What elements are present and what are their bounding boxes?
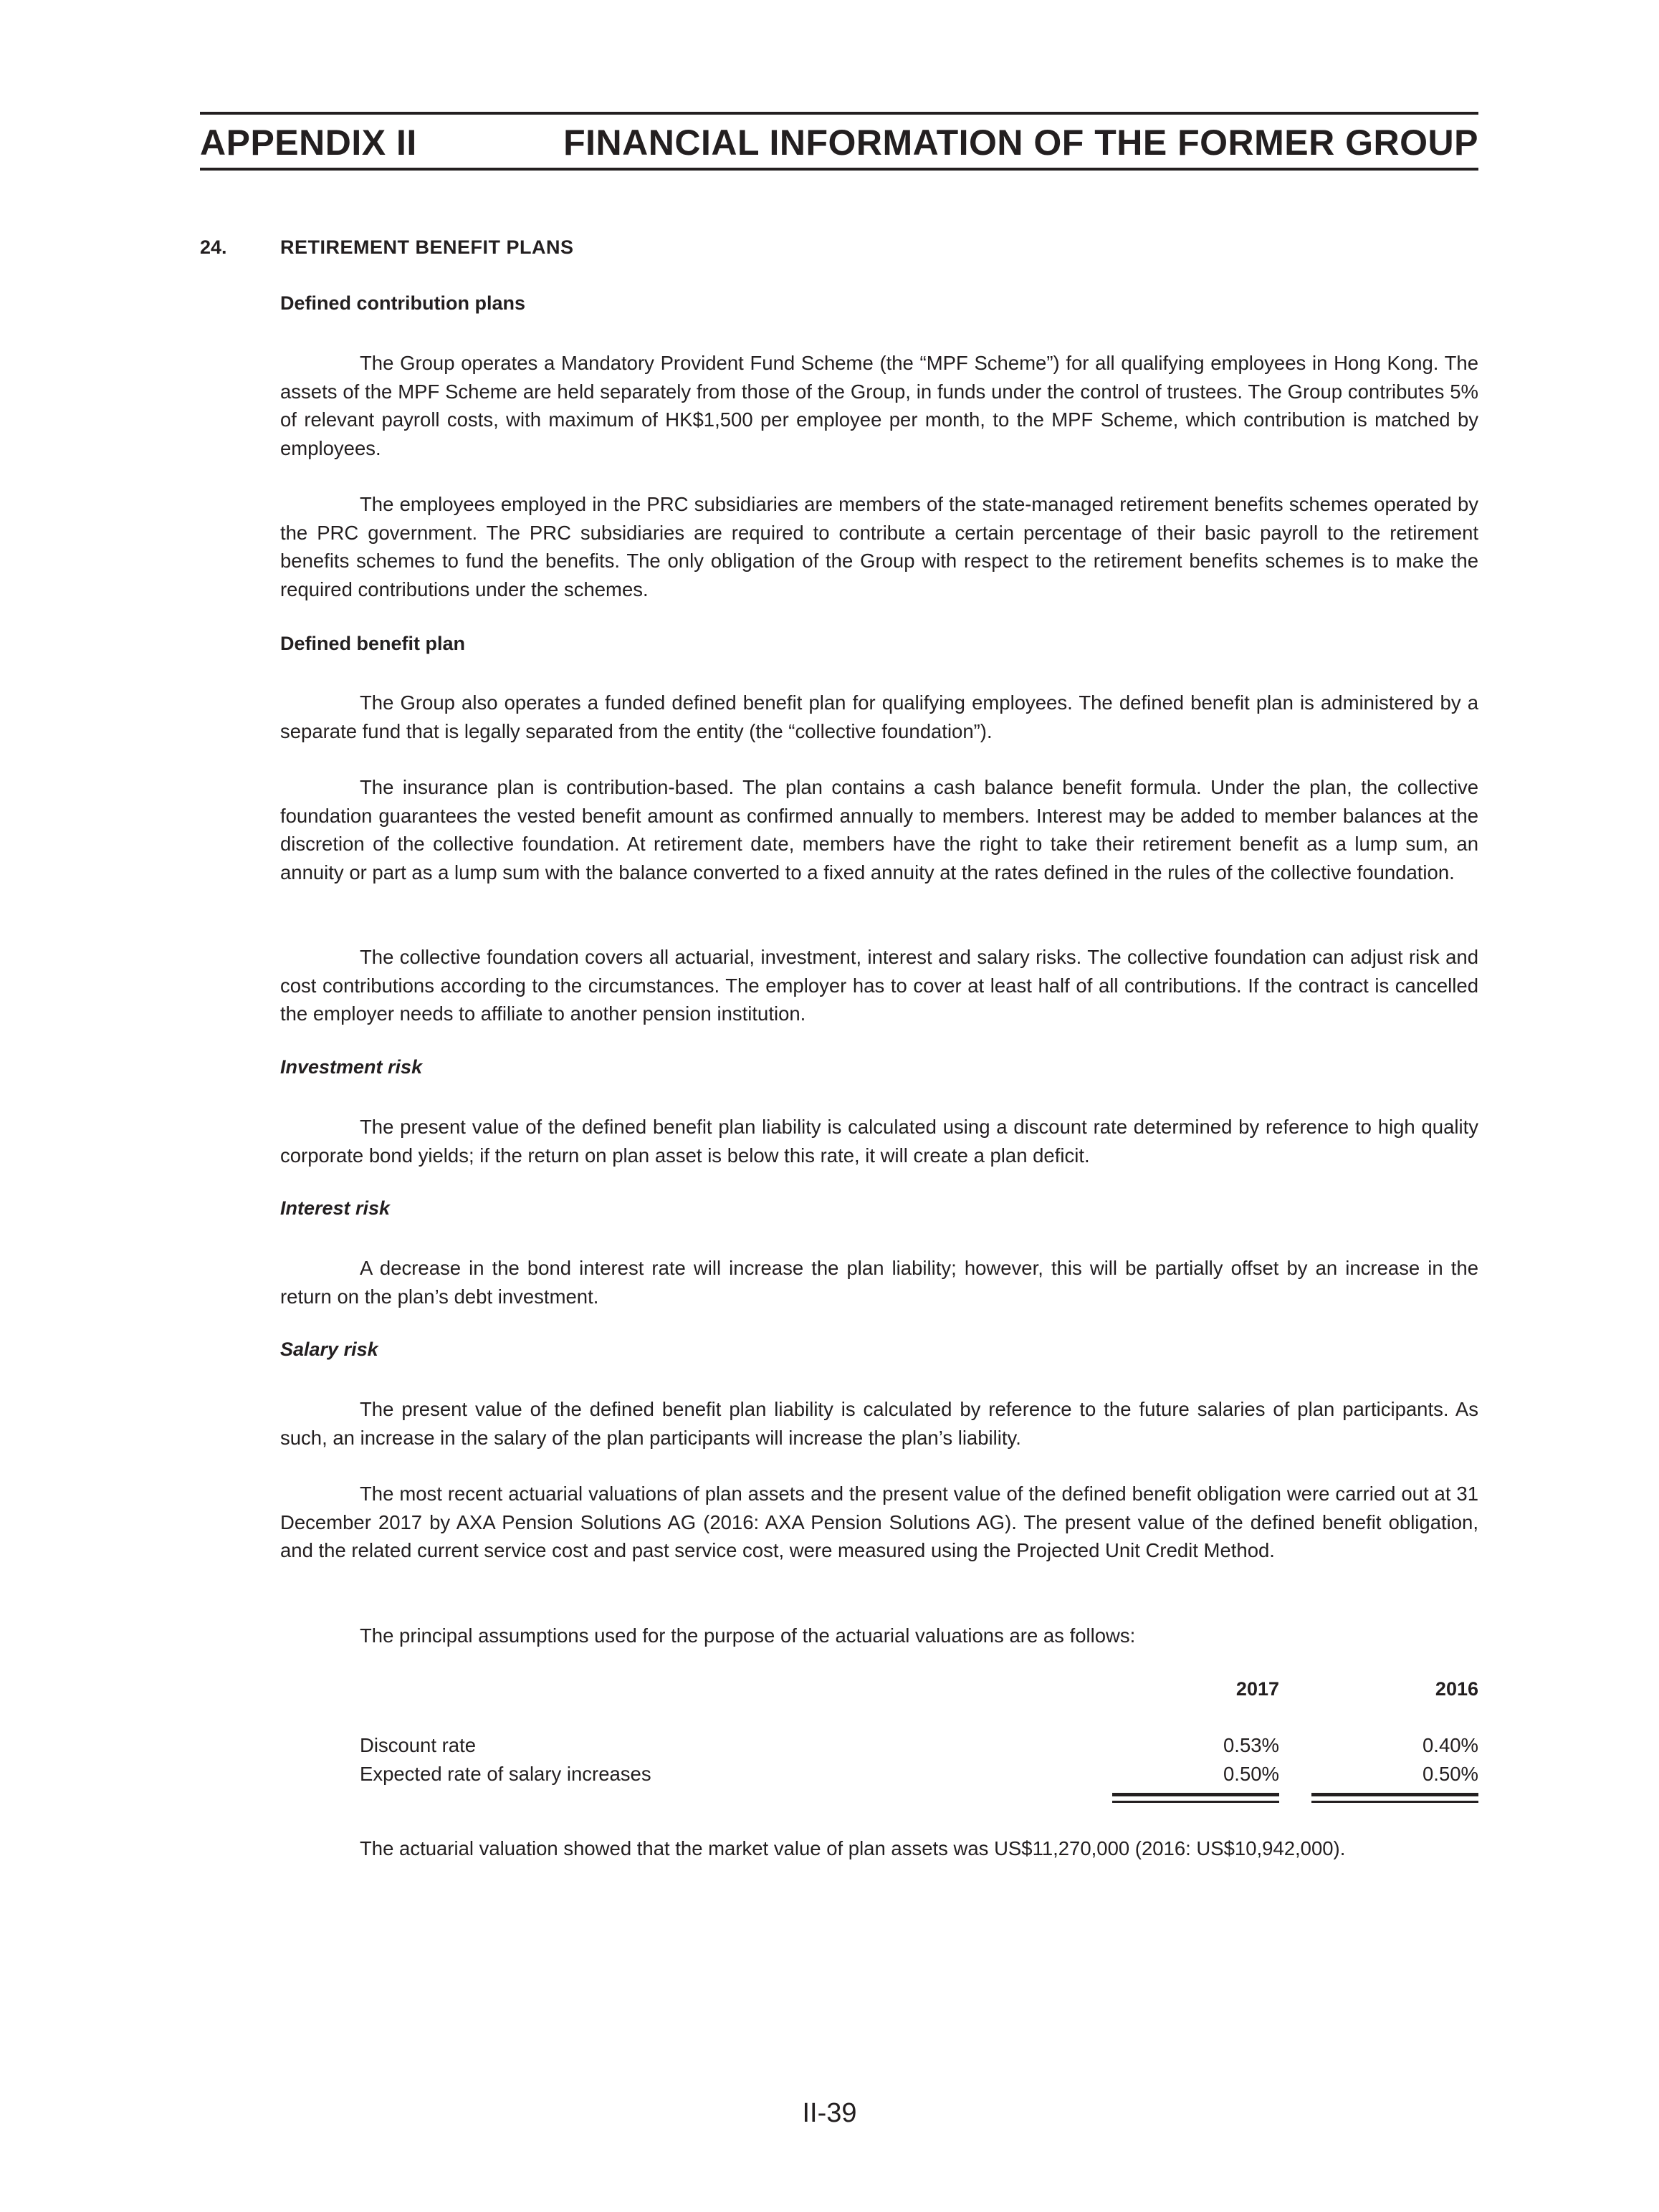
page-number: II-39 xyxy=(802,2098,857,2128)
table-cell: 0.50% xyxy=(1423,1763,1478,1785)
double-underline xyxy=(1311,1793,1478,1803)
section-number: 24. xyxy=(200,236,227,258)
paragraph-actuarial-valuations: The most recent actuarial valuations of plan assets and the present value of the defined benefit obligation were carried out at 31 December 2017 by AXA Pension Solutions AG (2016: AXA Pension Solutions AG). The present value of the defined benefit obligation, and the related current service cost and past service cost, were measured using the Projected Unit Credit Method. xyxy=(280,1483,1478,1561)
table-header-2017: 2017 xyxy=(1235,1678,1279,1700)
table-row-label: Expected rate of salary increases xyxy=(360,1763,651,1785)
section-title: RETIREMENT BENEFIT PLANS xyxy=(280,236,574,258)
double-underline xyxy=(1112,1793,1279,1803)
header-title: FINANCIAL INFORMATION OF THE FORMER GROUP xyxy=(563,123,1478,163)
heading-defined-benefit: Defined benefit plan xyxy=(280,633,466,654)
heading-salary-risk: Salary risk xyxy=(280,1339,378,1360)
paragraph-funded-plan: The Group also operates a funded defined benefit plan for qualifying employees. The defined benefit plan is administered by a separate fund that is legally separated from the entity (the “collective foundation”). xyxy=(280,691,1478,742)
paragraph-salary-risk: The present value of the defined benefit plan liability is calculated by reference to the future salaries of plan participants. As such, an increase in the salary of the plan participants will increase the plan’s liability. xyxy=(280,1398,1478,1449)
table-header-2016: 2016 xyxy=(1435,1678,1478,1700)
paragraph-interest-risk: A decrease in the bond interest rate will increase the plan liability; however, this will be partially offset by an increase in the return on the plan’s debt investment. xyxy=(280,1257,1478,1308)
paragraph-prc-schemes: The employees employed in the PRC subsidiaries are members of the state-managed retirement benefits schemes operated by the PRC government. The PRC subsidiaries are required to contribute a certain percentage of their basic payroll to the retirement benefits schemes to fund the benefits. The only obligation of the Group with respect to the retirement benefits schemes is to make the required contributions under the schemes. xyxy=(280,493,1478,600)
table-row-label: Discount rate xyxy=(360,1734,477,1756)
paragraph-insurance-plan: The insurance plan is contribution-based. The plan contains a cash balance benefit formula. Under the plan, the collective foundation guarantees the vested benefit amount as confirmed annually to members. Interest may be added to member balances at the discretion of the collective foundation. At retirement date, members have the right to take their retirement benefit as a lump sum, an annuity or part as a lump sum with the balance converted to a fixed annuity at the rates defined in the rules of the collective foundation. xyxy=(280,776,1478,884)
heading-defined-contribution: Defined contribution plans xyxy=(280,292,525,314)
table-cell: 0.40% xyxy=(1423,1734,1478,1756)
table-cell: 0.50% xyxy=(1223,1763,1279,1785)
appendix-label: APPENDIX II xyxy=(200,123,417,163)
paragraph-principal-assumptions: The principal assumptions used for the purpose of the actuarial valuations are as follows: xyxy=(360,1624,1136,1647)
paragraph-investment-risk: The present value of the defined benefit plan liability is calculated using a discount rate determined by reference to high quality corporate bond yields; if the return on plan asset is below this rate, it will create a plan deficit. xyxy=(280,1116,1478,1167)
heading-interest-risk: Interest risk xyxy=(280,1197,391,1219)
paragraph-mpf-scheme: The Group operates a Mandatory Provident Fund Scheme (the “MPF Scheme”) for all qualifying employees in Hong Kong. The assets of the MPF Scheme are held separately from those of the Group, in funds under the control of trustees. The Group contributes 5% of relevant payroll costs, with maximum of HK$1,500 per employee per month, to the MPF Scheme, which contribution is matched by employees. xyxy=(280,352,1478,459)
paragraph-collective-foundation: The collective foundation covers all actuarial, investment, interest and salary risks. The collective foundation can adjust risk and cost contributions according to the circumstances. The employer has to cover at least half of all contributions. If the contract is cancelled the employer needs to affiliate to another pension institution. xyxy=(280,946,1478,1025)
heading-investment-risk: Investment risk xyxy=(280,1056,423,1078)
page-header xyxy=(200,112,1478,171)
paragraph-plan-assets: The actuarial valuation showed that the market value of plan assets was US$11,270,000 (2016: US$10,942,000). xyxy=(360,1837,1346,1859)
table-cell: 0.53% xyxy=(1223,1734,1279,1756)
